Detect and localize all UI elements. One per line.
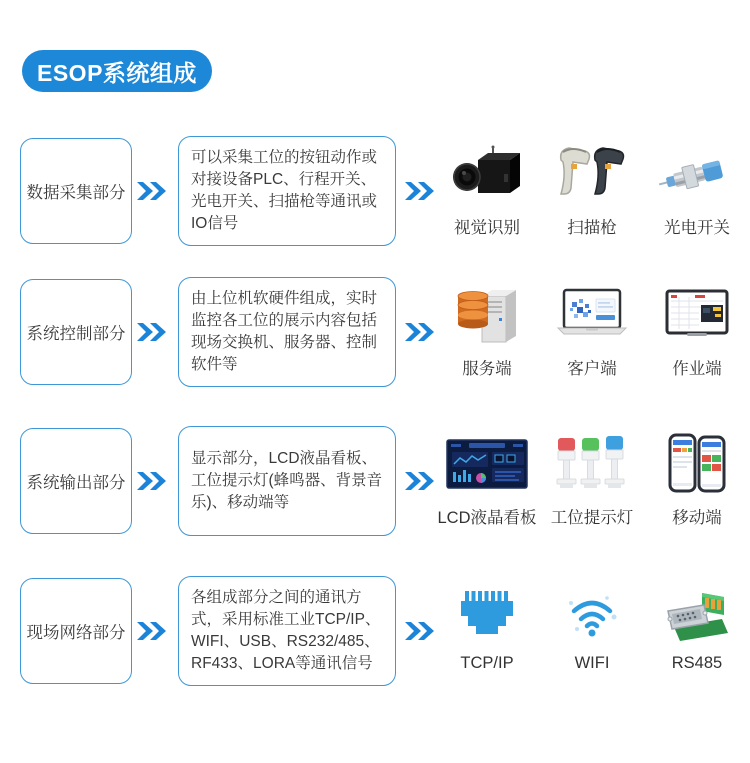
stage-label: 系统控制部分: [26, 325, 126, 343]
device-group: [436, 426, 748, 536]
row-system-output: [0, 426, 750, 536]
stage-description: 显示部分，LCD液晶看板、工位提示灯(蜂鸣器、背景音乐)、移动端等: [191, 450, 383, 511]
stage-label-box: [20, 428, 132, 534]
row-field-network: [0, 576, 750, 686]
stage-label: 数据采集部分: [26, 184, 126, 202]
chevron-right-icon: [137, 180, 167, 202]
page-title: ESOP系统组成: [22, 50, 212, 92]
work-terminal-icon: [655, 277, 739, 355]
device-label: 光电开关: [664, 219, 730, 237]
industrial-camera-icon: [448, 136, 526, 214]
row-data-acquisition: [0, 136, 750, 246]
chevron-right-icon: [405, 180, 435, 202]
row-system-control: [0, 277, 750, 387]
device-item: [541, 426, 643, 536]
device-label: 扫描枪: [567, 219, 617, 237]
device-label: 作业端: [672, 360, 722, 378]
stage-description-box: [178, 277, 396, 387]
stage-description: 各组成部分之间的通讯方式，采用标准工业TCP/IP、WIFI、USB、RS232/485、RF433、LORA等通讯信号: [191, 589, 381, 672]
mobile-phone-icon: [662, 426, 732, 504]
device-label: LCD液晶看板: [437, 509, 537, 527]
server-icon: [448, 277, 526, 355]
stage-description-box: [178, 426, 396, 536]
device-item: [646, 136, 748, 246]
stage-label-box: [20, 138, 132, 244]
lcd-board-icon: [443, 426, 531, 504]
device-label: 客户端: [567, 360, 617, 378]
device-item: [436, 277, 538, 387]
device-item: [646, 576, 748, 686]
stage-description-box: [178, 136, 396, 246]
device-group: [436, 136, 748, 246]
chevron-right-icon: [137, 321, 167, 343]
device-label: 服务端: [462, 360, 512, 378]
device-label: 视觉识别: [454, 219, 520, 237]
device-item: [646, 426, 748, 536]
device-item: [436, 576, 538, 686]
chevron-right-icon: [137, 470, 167, 492]
laptop-client-icon: [550, 277, 634, 355]
device-label: TCP/IP: [460, 654, 514, 672]
device-group: [436, 277, 748, 387]
chevron-right-icon: [405, 321, 435, 343]
device-item: [541, 576, 643, 686]
stage-label: 现场网络部分: [26, 624, 126, 642]
device-item: [541, 136, 643, 246]
rs485-connector-icon: [658, 576, 736, 654]
device-item: [646, 277, 748, 387]
device-label: RS485: [671, 654, 723, 672]
photoelectric-switch-icon: [656, 136, 738, 214]
device-label: 工位提示灯: [550, 509, 634, 527]
ethernet-port-icon: [452, 576, 522, 654]
device-item: [436, 136, 538, 246]
device-group: [436, 576, 748, 686]
chevron-right-icon: [405, 470, 435, 492]
chevron-right-icon: [137, 620, 167, 642]
tower-light-icon: [553, 426, 631, 504]
stage-label-box: [20, 279, 132, 385]
stage-description: 可以采集工位的按钮动作或对接设备PLC、行程开关、光电开关、扫描枪等通讯或IO信号: [191, 149, 378, 232]
device-label: 移动端: [672, 509, 722, 527]
device-item: [436, 426, 538, 536]
chevron-right-icon: [405, 620, 435, 642]
stage-description: 由上位机软硬件组成，实时监控各工位的展示内容包括现场交换机、服务器、控制软件等: [191, 290, 378, 373]
barcode-scanner-icon: [553, 136, 631, 214]
wifi-icon: [557, 576, 627, 654]
device-item: [541, 277, 643, 387]
device-label: WIFI: [574, 654, 610, 672]
stage-label: 系统输出部分: [26, 474, 126, 492]
stage-description-box: [178, 576, 396, 686]
stage-label-box: [20, 578, 132, 684]
